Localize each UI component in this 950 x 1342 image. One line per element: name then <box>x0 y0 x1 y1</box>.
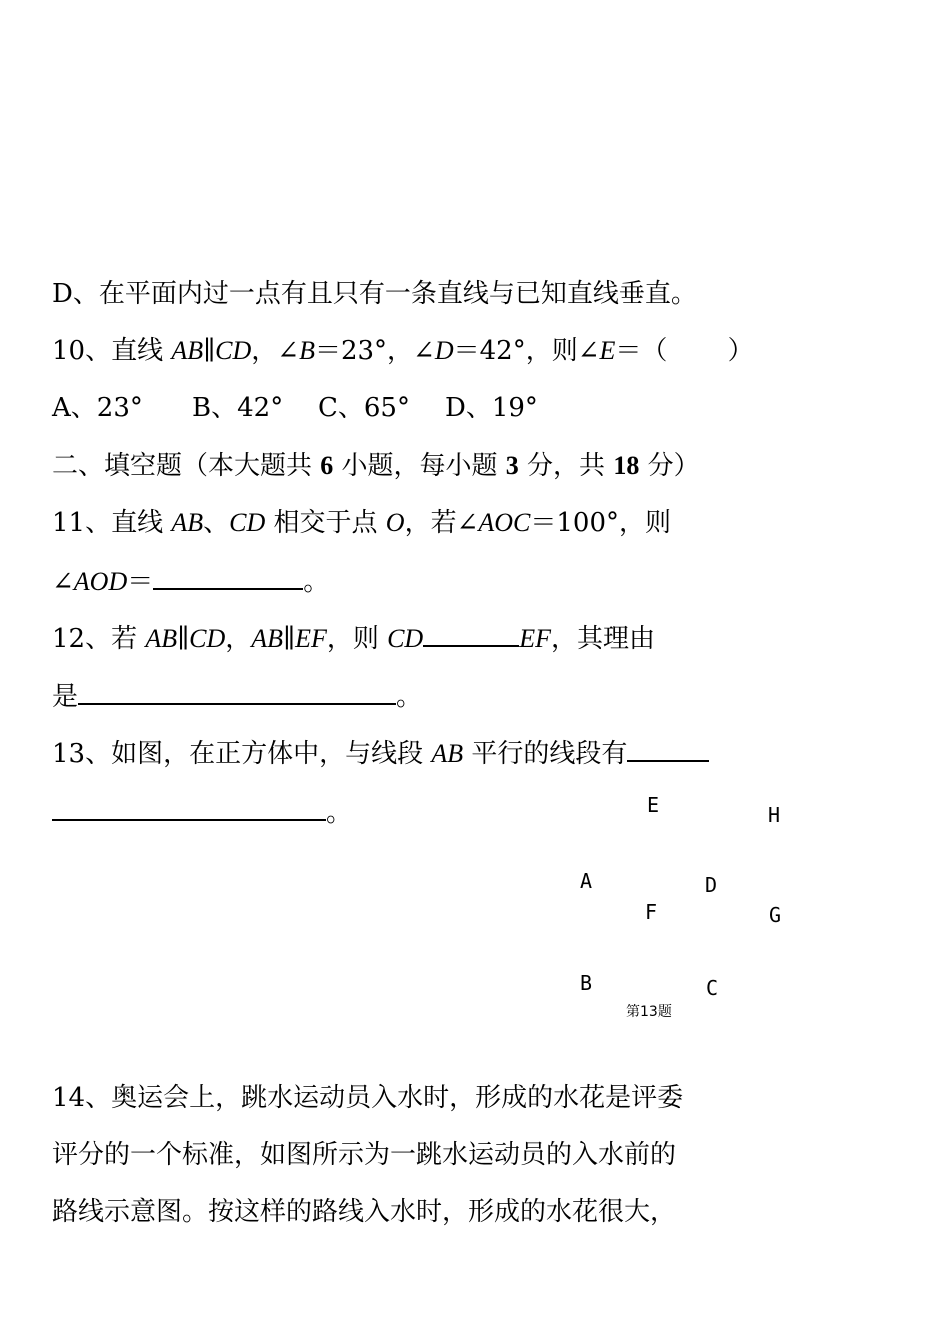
question-13-line-2: 。 <box>52 795 352 830</box>
question-13: 13、如图，在正方体中，与线段 AB 平行的线段有 <box>52 736 709 771</box>
question-11: 11、直线 AB、CD 相交于点 O，若∠AOC＝100°，则 <box>52 508 672 538</box>
section-2-heading: 二、填空题（本大题共 6 小题，每小题 3 分，共 18 分） <box>52 451 700 481</box>
figure-caption: 第13题 <box>626 1004 672 1020</box>
cube-label-c: C <box>706 976 719 1000</box>
cube-label-h: H <box>768 803 781 827</box>
cube-label-d: D <box>705 873 718 897</box>
question-14-line-2: 评分的一个标准，如图所示为一跳水运动员的入水前的 <box>52 1140 677 1170</box>
cube-label-g: G <box>769 903 782 927</box>
answer-blank-q11[interactable] <box>153 564 303 590</box>
question-12-line-2: 是 。 <box>52 679 422 714</box>
cube-label-a: A <box>580 869 593 893</box>
q10-option-b: B、42° <box>192 393 284 423</box>
q9-option-d: D、在平面内过一点有且只有一条直线与已知直线垂直。 <box>52 279 697 309</box>
q10-option-a: A、23° <box>52 393 143 423</box>
cube-label-e: E <box>647 793 660 817</box>
answer-blank-q13-b[interactable] <box>52 795 326 821</box>
cube-label-f: F <box>645 900 658 924</box>
q10-options <box>52 391 538 425</box>
question-11-line-2: ∠AOD＝ 。 <box>52 564 329 599</box>
q10-option-c: C、65° <box>318 393 410 423</box>
q10-option-d: D、19° <box>445 393 538 423</box>
answer-blank-q12-relation[interactable] <box>423 621 519 647</box>
answer-blank-q13-a[interactable] <box>627 736 709 762</box>
answer-blank-q12-reason[interactable] <box>78 679 396 705</box>
question-14-line-3: 路线示意图。按这样的路线入水时，形成的水花很大， <box>52 1197 677 1227</box>
question-12: 12、若 AB∥CD，AB∥EF，则 CD EF，其理由 <box>52 621 655 656</box>
question-14-line-1: 14、奥运会上，跳水运动员入水时，形成的水花是评委 <box>52 1083 684 1113</box>
cube-label-b: B <box>580 971 593 995</box>
question-10: 10、直线 AB∥CD，∠B＝23°，∠D＝42°，则∠E＝（ ） <box>52 336 754 366</box>
